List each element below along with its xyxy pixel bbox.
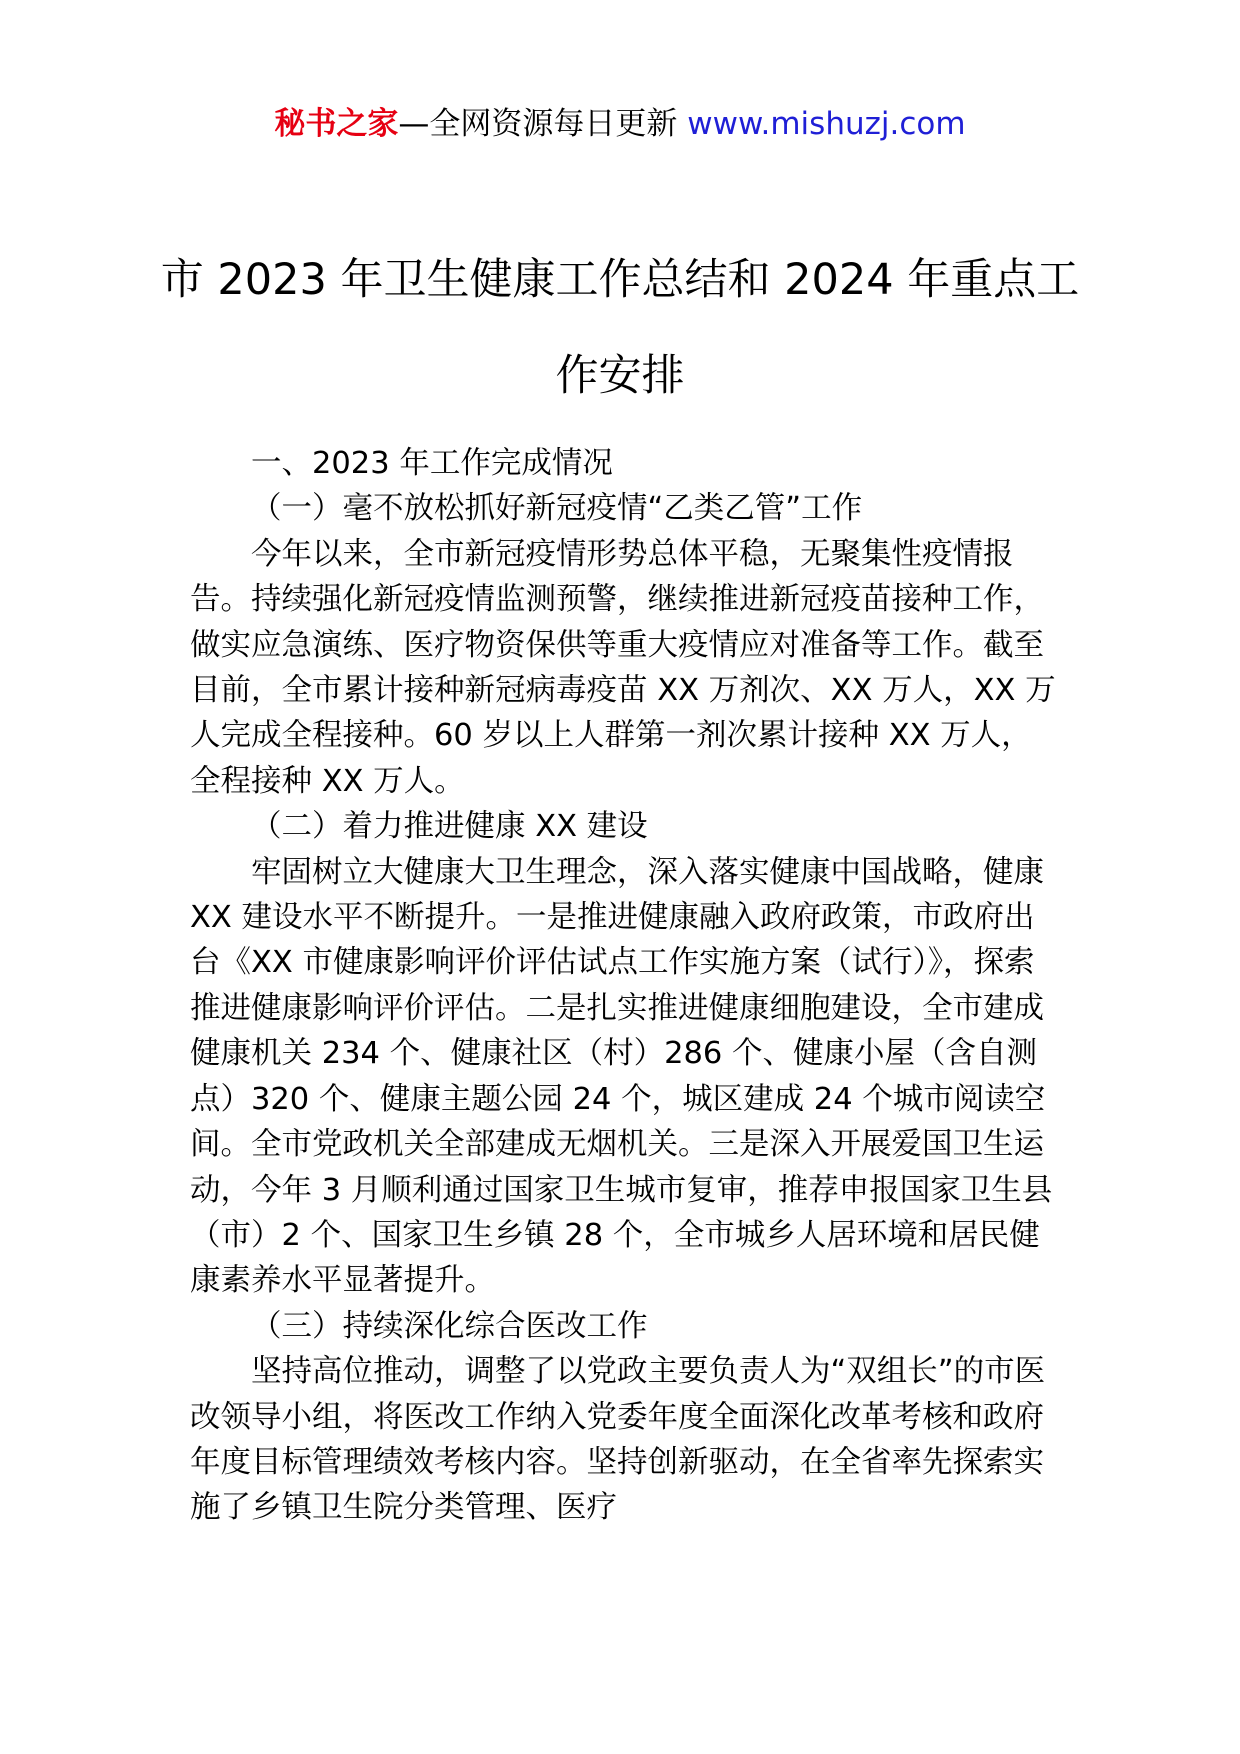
section-heading: 一、2023 年工作完成情况 xyxy=(251,446,613,481)
subsection-heading: （二）着力推进健康 XX 建设 xyxy=(251,809,648,845)
subsection-heading: （一）毫不放松抓好新冠疫情“乙类乙管”工作 xyxy=(251,491,863,527)
site-brand: 秘书之家 xyxy=(274,106,399,142)
header-banner xyxy=(0,102,1240,146)
site-tagline: —全网资源每日更新 xyxy=(398,106,688,142)
body-paragraph: 牢固树立大健康大卫生理念，深入落实健康中国战略，健康 XX 建设水平不断提升。一是推进健康融入政府政策，市政府出台《XX 市健康影响评价评估试点工作实施方案（试行）》，探索推进健康影响评价评估。二是扎实推进健康细胞建设，全市建成健康机关 234 个、健康社区（村）286 个、健康小屋（含自测点）320 个、健康主题公园 24 个，城区建成 24 个城市阅读空间。全市党政机关全部建成无烟机关。三是深入开展爱国卫生运动，今年 3 月顺利通过国家卫生城市复审，推荐申报国家卫生县（市）2 个、国家卫生乡镇 28 个，全市城乡人居环境和居民健康素养水平显著提升。 xyxy=(190,854,1053,1299)
document-title: 市 2023 年卫生健康工作总结和 2024 年重点工作安排 xyxy=(160,255,1080,401)
subsection-heading: （三）持续深化综合医改工作 xyxy=(251,1308,648,1344)
body-paragraph: 坚持高位推动，调整了以党政主要负责人为“双组长”的市医改领导小组，将医改工作纳入党委年度全面深化改革考核和政府年度目标管理绩效考核内容。坚持创新驱动，在全省率先探索实施了乡镇卫生院分类管理、医疗 xyxy=(190,1354,1046,1526)
site-url-link[interactable]: www.mishuzj.com xyxy=(687,106,966,142)
document-body xyxy=(190,441,1060,1531)
body-paragraph: 今年以来，全市新冠疫情形势总体平稳，无聚集性疫情报告。持续强化新冠疫情监测预警，继续推进新冠疫苗接种工作，做实应急演练、医疗物资保供等重大疫情应对准备等工作。截至目前，全市累计接种新冠病毒疫苗 XX 万剂次、XX 万人，XX 万人完成全程接种。60 岁以上人群第一剂次累计接种 XX 万人，全程接种 XX 万人。 xyxy=(190,536,1056,799)
